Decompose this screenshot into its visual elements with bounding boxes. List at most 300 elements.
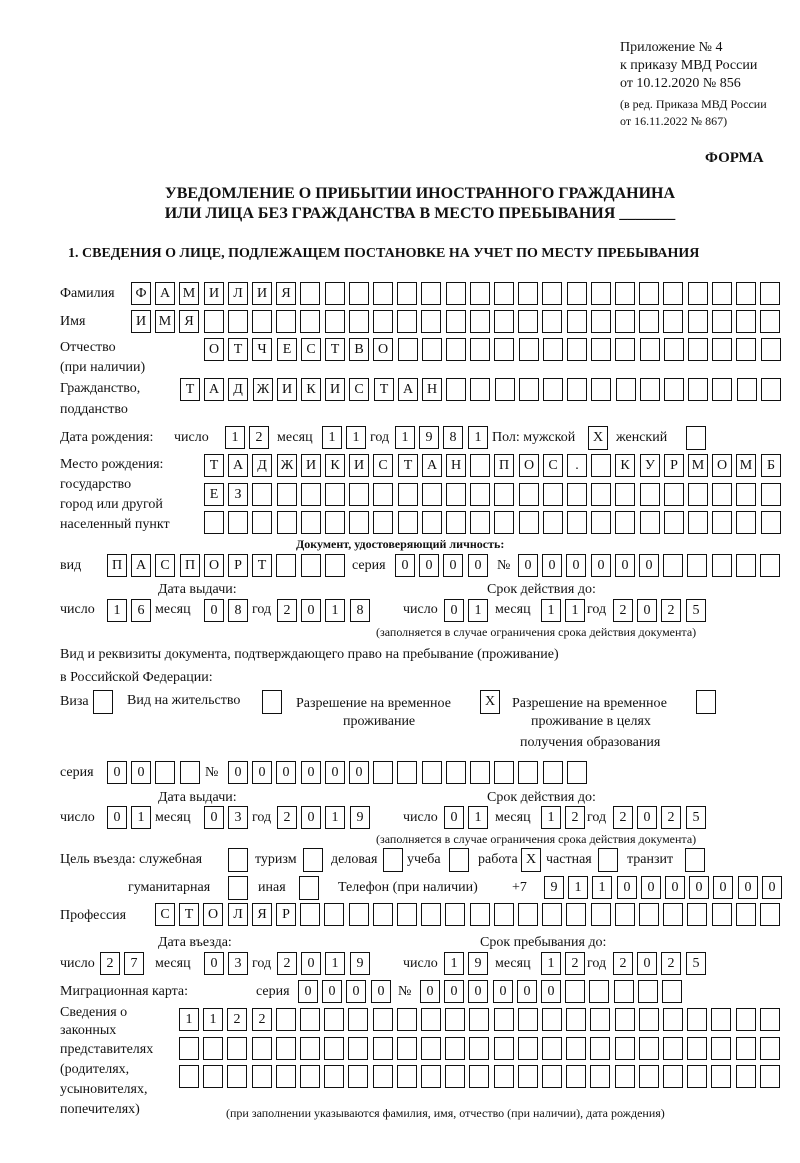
- migration-number-cell[interactable]: 0: [468, 980, 488, 1003]
- birthplace-cell[interactable]: О: [519, 454, 539, 477]
- stay-year-cell[interactable]: 2: [613, 952, 633, 975]
- id-kind-cell[interactable]: Р: [228, 554, 248, 577]
- representatives-cell[interactable]: [421, 1037, 441, 1060]
- surname-cell[interactable]: [397, 282, 417, 305]
- birthplace-cell[interactable]: Б: [761, 454, 781, 477]
- id-kind-cell[interactable]: Т: [252, 554, 272, 577]
- citizenship-cell[interactable]: А: [204, 378, 224, 401]
- citizenship-cell[interactable]: [664, 378, 684, 401]
- purpose-study-checkbox[interactable]: [449, 848, 469, 872]
- migration-number-cell[interactable]: [565, 980, 585, 1003]
- right-series-cell[interactable]: [155, 761, 175, 784]
- profession-cell[interactable]: О: [203, 903, 223, 926]
- birthplace-cell[interactable]: [736, 483, 756, 506]
- representatives-cell[interactable]: [300, 1037, 320, 1060]
- stay-day-cell[interactable]: 9: [468, 952, 488, 975]
- birthplace-cell[interactable]: [543, 483, 563, 506]
- patronymic-cell[interactable]: Т: [228, 338, 248, 361]
- surname-cell[interactable]: [300, 282, 320, 305]
- id-kind-cell[interactable]: П: [107, 554, 127, 577]
- right-issue-day-cell[interactable]: 1: [131, 806, 151, 829]
- representatives-cell[interactable]: [421, 1065, 441, 1088]
- birthplace-cell[interactable]: А: [422, 454, 442, 477]
- birthplace-cell[interactable]: [325, 511, 345, 534]
- birthplace-cell[interactable]: Е: [204, 483, 224, 506]
- patronymic-cell[interactable]: [398, 338, 418, 361]
- birthplace-cell[interactable]: Д: [252, 454, 272, 477]
- sex-female[interactable]: [686, 426, 706, 450]
- stay-month-cell[interactable]: 1: [541, 952, 561, 975]
- id-number-cell[interactable]: [736, 554, 756, 577]
- profession-cell[interactable]: Т: [179, 903, 199, 926]
- profession-cell[interactable]: [494, 903, 514, 926]
- name-cell[interactable]: [446, 310, 466, 333]
- migration-series-cell[interactable]: 0: [371, 980, 391, 1003]
- birthplace-cell[interactable]: [301, 511, 321, 534]
- birthplace-cell[interactable]: [470, 454, 490, 477]
- id-number-cell[interactable]: 0: [542, 554, 562, 577]
- patronymic-cell[interactable]: В: [349, 338, 369, 361]
- citizenship-cell[interactable]: [761, 378, 781, 401]
- right-number-cell[interactable]: [494, 761, 514, 784]
- citizenship-cell[interactable]: [640, 378, 660, 401]
- phone-cell[interactable]: 9: [544, 876, 564, 899]
- right-valid-year-cell[interactable]: 0: [637, 806, 657, 829]
- representatives-cell[interactable]: [469, 1065, 489, 1088]
- birthplace-cell[interactable]: [373, 511, 393, 534]
- surname-cell[interactable]: [615, 282, 635, 305]
- representatives-cell[interactable]: [397, 1065, 417, 1088]
- id-number-cell[interactable]: [760, 554, 780, 577]
- representatives-cell[interactable]: [542, 1037, 562, 1060]
- name-cell[interactable]: И: [131, 310, 151, 333]
- citizenship-cell[interactable]: А: [398, 378, 418, 401]
- citizenship-cell[interactable]: И: [277, 378, 297, 401]
- birthplace-cell[interactable]: М: [736, 454, 756, 477]
- surname-cell[interactable]: [421, 282, 441, 305]
- surname-cell[interactable]: М: [179, 282, 199, 305]
- birthplace-cell[interactable]: [446, 511, 466, 534]
- right-valid-month-cell[interactable]: 1: [541, 806, 561, 829]
- representatives-cell[interactable]: [566, 1008, 586, 1031]
- representatives-cell[interactable]: [663, 1037, 683, 1060]
- id-valid-month-cell[interactable]: 1: [565, 599, 585, 622]
- id-valid-year-cell[interactable]: 2: [661, 599, 681, 622]
- id-kind-cell[interactable]: О: [204, 554, 224, 577]
- surname-cell[interactable]: [567, 282, 587, 305]
- name-cell[interactable]: [252, 310, 272, 333]
- migration-number-cell[interactable]: 0: [444, 980, 464, 1003]
- birthplace-cell[interactable]: [277, 511, 297, 534]
- id-series-cell[interactable]: 0: [395, 554, 415, 577]
- citizenship-cell[interactable]: Т: [374, 378, 394, 401]
- birthplace-cell[interactable]: М: [688, 454, 708, 477]
- representatives-cell[interactable]: [348, 1065, 368, 1088]
- representatives-cell[interactable]: [252, 1037, 272, 1060]
- citizenship-cell[interactable]: Н: [422, 378, 442, 401]
- birth-month-cell[interactable]: 1: [346, 426, 366, 449]
- patronymic-cell[interactable]: Е: [277, 338, 297, 361]
- patronymic-cell[interactable]: [470, 338, 490, 361]
- representatives-cell[interactable]: [397, 1008, 417, 1031]
- id-series-cell[interactable]: 0: [468, 554, 488, 577]
- representatives-cell[interactable]: [324, 1008, 344, 1031]
- phone-cell[interactable]: 0: [713, 876, 733, 899]
- id-issue-year-cell[interactable]: 0: [301, 599, 321, 622]
- name-cell[interactable]: [300, 310, 320, 333]
- birth-year-cell[interactable]: 1: [468, 426, 488, 449]
- representatives-cell[interactable]: [179, 1037, 199, 1060]
- profession-cell[interactable]: [300, 903, 320, 926]
- profession-cell[interactable]: [615, 903, 635, 926]
- birth-day-cell[interactable]: 1: [225, 426, 245, 449]
- birthplace-cell[interactable]: [301, 483, 321, 506]
- surname-cell[interactable]: [736, 282, 756, 305]
- birth-year-cell[interactable]: 9: [419, 426, 439, 449]
- citizenship-cell[interactable]: И: [325, 378, 345, 401]
- representatives-cell[interactable]: [300, 1008, 320, 1031]
- birthplace-cell[interactable]: [470, 483, 490, 506]
- name-cell[interactable]: [349, 310, 369, 333]
- residence-permit-checkbox[interactable]: [262, 690, 282, 714]
- name-cell[interactable]: [228, 310, 248, 333]
- birth-year-cell[interactable]: 1: [395, 426, 415, 449]
- right-number-cell[interactable]: [518, 761, 538, 784]
- surname-cell[interactable]: [712, 282, 732, 305]
- patronymic-cell[interactable]: О: [373, 338, 393, 361]
- patronymic-cell[interactable]: [688, 338, 708, 361]
- representatives-cell[interactable]: [615, 1065, 635, 1088]
- patronymic-cell[interactable]: [736, 338, 756, 361]
- right-number-cell[interactable]: [373, 761, 393, 784]
- profession-cell[interactable]: [470, 903, 490, 926]
- id-kind-cell[interactable]: С: [155, 554, 175, 577]
- representatives-cell[interactable]: [421, 1008, 441, 1031]
- name-cell[interactable]: [639, 310, 659, 333]
- birthplace-cell[interactable]: [422, 511, 442, 534]
- id-valid-year-cell[interactable]: 0: [637, 599, 657, 622]
- profession-cell[interactable]: [687, 903, 707, 926]
- name-cell[interactable]: [470, 310, 490, 333]
- patronymic-cell[interactable]: [664, 338, 684, 361]
- right-valid-year-cell[interactable]: 2: [613, 806, 633, 829]
- migration-series-cell[interactable]: 0: [346, 980, 366, 1003]
- right-series-cell[interactable]: 0: [107, 761, 127, 784]
- representatives-cell[interactable]: [469, 1008, 489, 1031]
- temp-residence-checkbox[interactable]: X: [480, 690, 500, 714]
- representatives-cell[interactable]: [518, 1008, 538, 1031]
- representatives-cell[interactable]: [590, 1037, 610, 1060]
- phone-cell[interactable]: 1: [568, 876, 588, 899]
- representatives-cell[interactable]: [760, 1008, 780, 1031]
- birthplace-cell[interactable]: [422, 483, 442, 506]
- id-kind-cell[interactable]: П: [180, 554, 200, 577]
- birthplace-cell[interactable]: [712, 483, 732, 506]
- birth-month-cell[interactable]: 1: [322, 426, 342, 449]
- purpose-tourism-checkbox[interactable]: [303, 848, 323, 872]
- id-valid-month-cell[interactable]: 1: [541, 599, 561, 622]
- representatives-cell[interactable]: [663, 1065, 683, 1088]
- surname-cell[interactable]: [760, 282, 780, 305]
- profession-cell[interactable]: [397, 903, 417, 926]
- name-cell[interactable]: [712, 310, 732, 333]
- representatives-cell[interactable]: [639, 1065, 659, 1088]
- birthplace-cell[interactable]: И: [301, 454, 321, 477]
- representatives-cell[interactable]: [615, 1008, 635, 1031]
- entry-month-cell[interactable]: 0: [204, 952, 224, 975]
- birthplace-cell[interactable]: [349, 483, 369, 506]
- representatives-cell[interactable]: [445, 1065, 465, 1088]
- patronymic-cell[interactable]: [591, 338, 611, 361]
- surname-cell[interactable]: Л: [228, 282, 248, 305]
- migration-number-cell[interactable]: [614, 980, 634, 1003]
- citizenship-cell[interactable]: [567, 378, 587, 401]
- purpose-humanitarian-checkbox[interactable]: [228, 876, 248, 900]
- representatives-cell[interactable]: [494, 1065, 514, 1088]
- patronymic-cell[interactable]: [494, 338, 514, 361]
- representatives-cell[interactable]: [324, 1065, 344, 1088]
- id-number-cell[interactable]: [663, 554, 683, 577]
- representatives-cell[interactable]: [227, 1037, 247, 1060]
- right-number-cell[interactable]: [543, 761, 563, 784]
- name-cell[interactable]: [615, 310, 635, 333]
- patronymic-cell[interactable]: Ч: [252, 338, 272, 361]
- phone-cell[interactable]: 0: [738, 876, 758, 899]
- birthplace-cell[interactable]: [252, 511, 272, 534]
- phone-cell[interactable]: 0: [641, 876, 661, 899]
- patronymic-cell[interactable]: [640, 338, 660, 361]
- migration-number-cell[interactable]: [638, 980, 658, 1003]
- purpose-business-checkbox[interactable]: [383, 848, 403, 872]
- representatives-cell[interactable]: [445, 1037, 465, 1060]
- representatives-cell[interactable]: [179, 1065, 199, 1088]
- representatives-cell[interactable]: [397, 1037, 417, 1060]
- right-valid-day-cell[interactable]: 0: [444, 806, 464, 829]
- birthplace-cell[interactable]: [325, 483, 345, 506]
- birthplace-cell[interactable]: К: [615, 454, 635, 477]
- citizenship-cell[interactable]: [688, 378, 708, 401]
- name-cell[interactable]: [663, 310, 683, 333]
- id-number-cell[interactable]: 0: [615, 554, 635, 577]
- birthplace-cell[interactable]: К: [325, 454, 345, 477]
- patronymic-cell[interactable]: Т: [325, 338, 345, 361]
- migration-number-cell[interactable]: 0: [420, 980, 440, 1003]
- patronymic-cell[interactable]: [422, 338, 442, 361]
- citizenship-cell[interactable]: [470, 378, 490, 401]
- representatives-cell[interactable]: [373, 1037, 393, 1060]
- patronymic-cell[interactable]: [712, 338, 732, 361]
- id-issue-month-cell[interactable]: 0: [204, 599, 224, 622]
- id-kind-cell[interactable]: А: [131, 554, 151, 577]
- representatives-cell[interactable]: [590, 1008, 610, 1031]
- surname-cell[interactable]: [325, 282, 345, 305]
- birthplace-cell[interactable]: [494, 511, 514, 534]
- representatives-cell[interactable]: [615, 1037, 635, 1060]
- surname-cell[interactable]: Я: [276, 282, 296, 305]
- representatives-cell[interactable]: [542, 1065, 562, 1088]
- citizenship-cell[interactable]: [737, 378, 757, 401]
- representatives-cell[interactable]: [566, 1065, 586, 1088]
- patronymic-cell[interactable]: С: [301, 338, 321, 361]
- surname-cell[interactable]: [494, 282, 514, 305]
- representatives-cell[interactable]: [711, 1008, 731, 1031]
- entry-year-cell[interactable]: 0: [301, 952, 321, 975]
- phone-cell[interactable]: 0: [617, 876, 637, 899]
- birthplace-cell[interactable]: [761, 511, 781, 534]
- right-number-cell[interactable]: [422, 761, 442, 784]
- birthplace-cell[interactable]: [712, 511, 732, 534]
- citizenship-cell[interactable]: [446, 378, 466, 401]
- profession-cell[interactable]: [736, 903, 756, 926]
- birthplace-cell[interactable]: [373, 483, 393, 506]
- name-cell[interactable]: [276, 310, 296, 333]
- surname-cell[interactable]: [542, 282, 562, 305]
- birthplace-cell[interactable]: И: [349, 454, 369, 477]
- profession-cell[interactable]: Л: [228, 903, 248, 926]
- right-valid-month-cell[interactable]: 2: [565, 806, 585, 829]
- surname-cell[interactable]: И: [204, 282, 224, 305]
- entry-year-cell[interactable]: 9: [350, 952, 370, 975]
- migration-number-cell[interactable]: [589, 980, 609, 1003]
- birthplace-cell[interactable]: [567, 483, 587, 506]
- stay-year-cell[interactable]: 2: [661, 952, 681, 975]
- citizenship-cell[interactable]: [543, 378, 563, 401]
- surname-cell[interactable]: [470, 282, 490, 305]
- birthplace-cell[interactable]: [519, 511, 539, 534]
- representatives-cell[interactable]: [590, 1065, 610, 1088]
- birthplace-cell[interactable]: [398, 483, 418, 506]
- surname-cell[interactable]: [446, 282, 466, 305]
- representatives-cell[interactable]: [276, 1008, 296, 1031]
- patronymic-cell[interactable]: [615, 338, 635, 361]
- representatives-cell[interactable]: [252, 1065, 272, 1088]
- migration-series-cell[interactable]: 0: [298, 980, 318, 1003]
- representatives-cell[interactable]: [663, 1008, 683, 1031]
- representatives-cell[interactable]: [494, 1037, 514, 1060]
- surname-cell[interactable]: [663, 282, 683, 305]
- profession-cell[interactable]: [542, 903, 562, 926]
- profession-cell[interactable]: [324, 903, 344, 926]
- id-number-cell[interactable]: 0: [639, 554, 659, 577]
- id-kind-cell[interactable]: [276, 554, 296, 577]
- citizenship-cell[interactable]: Д: [228, 378, 248, 401]
- right-number-cell[interactable]: 0: [228, 761, 248, 784]
- name-cell[interactable]: [736, 310, 756, 333]
- representatives-cell[interactable]: [227, 1065, 247, 1088]
- right-valid-year-cell[interactable]: 5: [686, 806, 706, 829]
- representatives-cell[interactable]: 1: [203, 1008, 223, 1031]
- name-cell[interactable]: [542, 310, 562, 333]
- id-series-cell[interactable]: 0: [443, 554, 463, 577]
- representatives-cell[interactable]: [639, 1008, 659, 1031]
- representatives-cell[interactable]: [494, 1008, 514, 1031]
- birthplace-cell[interactable]: Т: [398, 454, 418, 477]
- purpose-work-checkbox[interactable]: X: [521, 848, 541, 872]
- id-number-cell[interactable]: 0: [591, 554, 611, 577]
- representatives-cell[interactable]: [276, 1065, 296, 1088]
- name-cell[interactable]: Я: [179, 310, 199, 333]
- birthplace-cell[interactable]: [470, 511, 490, 534]
- right-series-cell[interactable]: 0: [131, 761, 151, 784]
- id-valid-day-cell[interactable]: 0: [444, 599, 464, 622]
- birthplace-cell[interactable]: [640, 511, 660, 534]
- purpose-official-checkbox[interactable]: [228, 848, 248, 872]
- citizenship-cell[interactable]: [519, 378, 539, 401]
- temp-edu-checkbox[interactable]: [696, 690, 716, 714]
- birthplace-cell[interactable]: [543, 511, 563, 534]
- patronymic-cell[interactable]: [543, 338, 563, 361]
- id-issue-year-cell[interactable]: 1: [325, 599, 345, 622]
- profession-cell[interactable]: [518, 903, 538, 926]
- birthplace-cell[interactable]: [591, 511, 611, 534]
- citizenship-cell[interactable]: Т: [180, 378, 200, 401]
- representatives-cell[interactable]: [711, 1065, 731, 1088]
- birthplace-cell[interactable]: [252, 483, 272, 506]
- birthplace-cell[interactable]: [519, 483, 539, 506]
- representatives-cell[interactable]: [639, 1037, 659, 1060]
- right-series-cell[interactable]: [180, 761, 200, 784]
- representatives-cell[interactable]: [300, 1065, 320, 1088]
- birth-year-cell[interactable]: 8: [443, 426, 463, 449]
- birthplace-cell[interactable]: [761, 483, 781, 506]
- name-cell[interactable]: [373, 310, 393, 333]
- birthplace-cell[interactable]: [398, 511, 418, 534]
- representatives-cell[interactable]: [687, 1008, 707, 1031]
- birthplace-cell[interactable]: З: [228, 483, 248, 506]
- profession-cell[interactable]: Р: [276, 903, 296, 926]
- id-number-cell[interactable]: 0: [566, 554, 586, 577]
- right-number-cell[interactable]: [567, 761, 587, 784]
- right-issue-day-cell[interactable]: 0: [107, 806, 127, 829]
- representatives-cell[interactable]: [348, 1008, 368, 1031]
- profession-cell[interactable]: [591, 903, 611, 926]
- name-cell[interactable]: [688, 310, 708, 333]
- right-issue-year-cell[interactable]: 0: [301, 806, 321, 829]
- purpose-transit-checkbox[interactable]: [685, 848, 705, 872]
- surname-cell[interactable]: А: [155, 282, 175, 305]
- id-kind-cell[interactable]: [325, 554, 345, 577]
- birthplace-cell[interactable]: [204, 511, 224, 534]
- birthplace-cell[interactable]: [688, 511, 708, 534]
- phone-cell[interactable]: 0: [762, 876, 782, 899]
- birthplace-cell[interactable]: У: [640, 454, 660, 477]
- birthplace-cell[interactable]: [567, 511, 587, 534]
- name-cell[interactable]: [518, 310, 538, 333]
- right-number-cell[interactable]: 0: [301, 761, 321, 784]
- stay-year-cell[interactable]: 0: [637, 952, 657, 975]
- representatives-cell[interactable]: [203, 1065, 223, 1088]
- profession-cell[interactable]: [566, 903, 586, 926]
- name-cell[interactable]: [567, 310, 587, 333]
- profession-cell[interactable]: Я: [252, 903, 272, 926]
- id-valid-year-cell[interactable]: 5: [686, 599, 706, 622]
- surname-cell[interactable]: И: [252, 282, 272, 305]
- profession-cell[interactable]: [639, 903, 659, 926]
- birthplace-cell[interactable]: С: [543, 454, 563, 477]
- representatives-cell[interactable]: [276, 1037, 296, 1060]
- entry-month-cell[interactable]: 3: [228, 952, 248, 975]
- right-issue-year-cell[interactable]: 9: [350, 806, 370, 829]
- birthplace-cell[interactable]: [615, 511, 635, 534]
- birthplace-cell[interactable]: [446, 483, 466, 506]
- representatives-cell[interactable]: [348, 1037, 368, 1060]
- id-issue-day-cell[interactable]: 1: [107, 599, 127, 622]
- name-cell[interactable]: [494, 310, 514, 333]
- representatives-cell[interactable]: [687, 1065, 707, 1088]
- right-issue-year-cell[interactable]: 1: [325, 806, 345, 829]
- birth-day-cell[interactable]: 2: [249, 426, 269, 449]
- right-valid-day-cell[interactable]: 1: [468, 806, 488, 829]
